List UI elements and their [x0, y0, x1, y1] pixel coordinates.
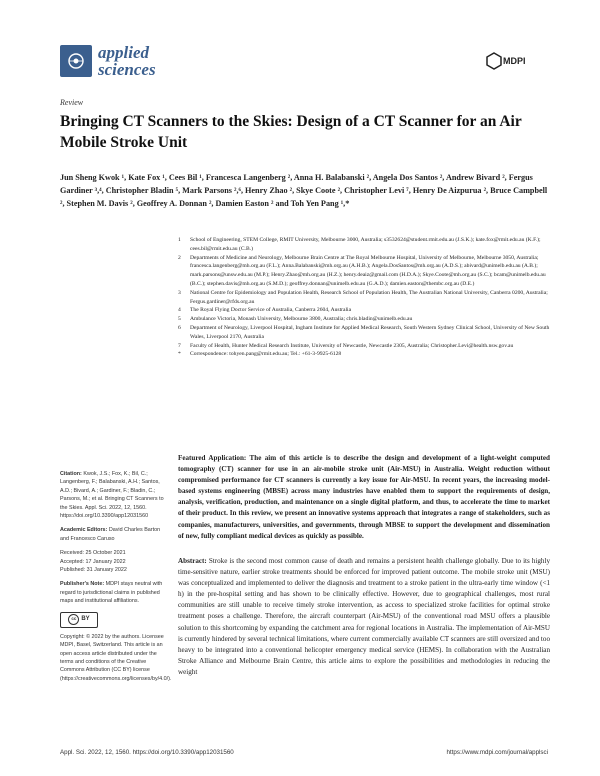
- editor-text: David Charles Barton and Francesco Caruso: [60, 527, 161, 542]
- accepted-date: Accepted: 17 January 2022: [60, 558, 126, 565]
- author-list: Jun Sheng Kwok ¹, Kate Fox ¹, Cees Bil ¹, Francesca Langenberg ², Anna H. Balabanski ², Angela Dos Santos ², Andrew Bivard ², Fergus Gardiner ³,⁴, Christopher Bladin ⁵, Mark Parsons ²,⁶, Henry Zhao ², Skye Coote ², Christopher Levi ⁷, Henry De Aizpurua ², Bruce Campbell ², Stephen M. Davis ², Geoffrey A. Donnan ², Damien Easton ² and Toh Yen Pang ¹,*: [60, 173, 548, 208]
- journal-logo-icon: [66, 51, 86, 71]
- abstract-heading: Abstract:: [178, 557, 207, 565]
- correspondence-item: [178, 350, 558, 359]
- journal-name-line1: applied: [98, 43, 149, 62]
- publisher-note-heading: Publisher's Note:: [60, 581, 105, 588]
- affiliation-text: Departments of Medicine and Neurology, Melbourne Brain Centre at The Royal Melbourne Hospital, University of Melbourne, Melbourne 3050, Australia; francesca.langenberg@mh.org.au (F.L.); Anna.Balabanski@mh.org.au (A.H.B.); Angela.DosSantos@mh.org.au (A.D.S.); abivard@unimelb.edu.au (A.B.); mark.parsons@unsw.edu.au (M.P.); Henry.Zhao@mh.org.au (H.Z.); henry.deaiz@gmail.com (H.D.A.); Skye.Coote@mh.org.au (S.C.); bcam@unimelb.edu.au (B.C.); stephen.davis@mh.org.au (S.M.D.); geoffrey.donnan@unimelb.edu.au (G.A.D.); damien.easton@thembc.org.au (D.E.): [190, 254, 546, 287]
- affiliations: [178, 236, 558, 359]
- featured-application: [178, 453, 550, 542]
- affiliation-text: The Royal Flying Doctor Service of Australia, Canberra 2604, Australia: [190, 307, 352, 314]
- affiliation-item: [178, 254, 558, 289]
- publisher-name: MDPI: [503, 56, 526, 66]
- affiliation-mark: 2: [178, 254, 181, 261]
- publisher-note-block: [60, 580, 168, 605]
- affiliation-text: Department of Neurology, Liverpool Hospital, Ingham Institute for Applied Medical Research, South Western Sydney Clinical School, University of New South Wales, Liverpool 2170, Australia: [190, 324, 550, 340]
- footer-journal-link[interactable]: https://www.mdpi.com/journal/applsci: [446, 749, 548, 756]
- article-type: Review: [60, 98, 84, 107]
- affiliation-mark: 6: [178, 324, 181, 331]
- affiliation-mark: 7: [178, 342, 181, 349]
- affiliation-text: Ambulance Victoria, Monash University, Melbourne 3800, Australia; chris.bladin@unimelb.edu.au: [190, 316, 413, 323]
- abstract: [178, 556, 550, 678]
- affiliation-item: [178, 236, 558, 254]
- editor-block: [60, 526, 168, 543]
- publisher-logo: [486, 50, 546, 76]
- journal-name-line2: sciences: [98, 60, 156, 79]
- affiliation-text: School of Engineering, STEM College, RMIT University, Melbourne 3000, Australia; s3532624@student.rmit.edu.au (J.S.K.); kate.fox@rmit.edu.au (K.F.); cees.bil@rmit.edu.au (C.B.): [190, 237, 541, 252]
- footer-citation: Appl. Sci. 2022, 12, 1560. https://doi.org/10.3390/app12031560: [60, 749, 234, 756]
- affiliation-text: Faculty of Health, Hunter Medical Research Institute, University of Newcastle, Newcastle 2305, Australia; Christopher.Levi@health.nsw.gov.au: [190, 342, 514, 349]
- featured-text: The aim of this article is to describe the design and development of a light-weight computed tomography (CT) scanner for use in an air-mobile stroke unit (Air-MSU) in Australia. Weight reduction without compromised performance for CT scanners is currently a key issue for Air-MSU. In recent years, the increasing model-based systems engineering (MBSE) across many industries have enabled them to support the requirements of design, analysis, verification, production, and maintenance on a single digital platform, and thus, to accelerate the time to market of their product. In this review, we present an innovative systems approach that integrates a range of stakeholders, such as companies, manufacturers, universities, and governments, through MBSE to support the development and dissemination of new, fully compliant medical devices as quickly as possible.: [178, 454, 550, 540]
- editor-heading: Academic Editors:: [60, 527, 108, 534]
- paper-title: Bringing CT Scanners to the Skies: Design of a CT Scanner for an Air Mobile Stroke Unit: [60, 113, 522, 151]
- affiliation-item: [178, 324, 558, 342]
- affiliation-text: National Centre for Epidemiology and Population Health, Research School of Population Health, The Australian National University, Canberra 0200, Australia; Fergus.gardiner@rfds.org.au: [190, 289, 548, 305]
- featured-heading: Featured Application:: [178, 454, 247, 462]
- cc-license-badge[interactable]: [60, 612, 98, 628]
- dates-block: [60, 549, 168, 574]
- cc-license-label: BY: [81, 616, 90, 623]
- received-date: Received: 25 October 2021: [60, 550, 126, 557]
- journal-logo: [60, 45, 92, 77]
- affiliation-item: [178, 306, 558, 315]
- affiliation-mark: *: [178, 351, 181, 358]
- mdpi-hexagon-icon: [486, 52, 502, 70]
- copyright-text: Copyright: © 2022 by the authors. Licensee MDPI, Basel, Switzerland. This article is an open access article distributed under the terms and conditions of the Creative Commons Attribution (CC BY) license (https://creativecommons.org/licenses/by/4.0/).: [60, 633, 172, 682]
- affiliation-mark: 5: [178, 316, 181, 323]
- abstract-text: Stroke is the second most common cause of death and remains a persistent health challenge globally. Due to its highly time-sensitive nature, earlier stroke treatments should be enforced for improved patient outcome. The mobile stroke unit (MSU) was conceptualized and implemented to deliver the diagnosis and treatment to a stroke patient in the ultra-early time window (<1 h) in the pre-hospital setting and has shown to be clinically effective. However, due to geographical challenges, most rural communities are still unable to receive timely stroke intervention, as access to specialized stroke facilities for optimal stroke treatment poses a challenge. Therefore, the aircraft counterpart (Air-MSU) of the conventional road MSU offers a plausible solution to this shortcoming by expanding the catchment area for regional locations in Australia. The implementation of Air-MSU is currently hindered by several technical limitations, where current commercially available CT scanners are still oversized and too heavy to be integrated into a conventional helicopter emergency medical service (HEMS). In collaboration with the Australian Stroke Alliance and Melbourne Brain Centre, this article aims to explore the possibilities and methodologies in reducing the weight: [178, 557, 550, 676]
- publisher-note-text: MDPI stays neutral with regard to jurisdictional claims in published maps and institutional affiliations.: [60, 581, 163, 605]
- correspondence-text: Correspondence: tohyen.pang@rmit.edu.au; Tel.: +61-3-9925-6128: [190, 351, 342, 358]
- affiliation-item: [178, 289, 558, 307]
- article-sidebar: [60, 470, 172, 689]
- affiliation-mark: 1: [178, 237, 181, 243]
- affiliation-mark: 4: [178, 307, 181, 314]
- citation-block: [60, 470, 168, 520]
- citation-text: Kwok, J.S.; Fox, K.; Bil, C.; Langenberg, F.; Balabanski, A.H.; Santos, A.D.; Bivard, A.; Gardiner, F.; Bladin, C.; Parsons, M.; et al. Bringing CT Scanners to the Skies. Appl. Sci. 2022, 12, 1560. https://doi.org/10.3390/app12031560: [60, 471, 164, 520]
- affiliation-item: [178, 342, 558, 351]
- affiliation-item: [178, 315, 558, 324]
- cc-icon: cc: [68, 614, 79, 625]
- affiliation-mark: 3: [178, 289, 181, 296]
- journal-name: [98, 44, 188, 78]
- published-date: Published: 31 January 2022: [60, 567, 127, 574]
- citation-heading: Citation:: [60, 471, 82, 477]
